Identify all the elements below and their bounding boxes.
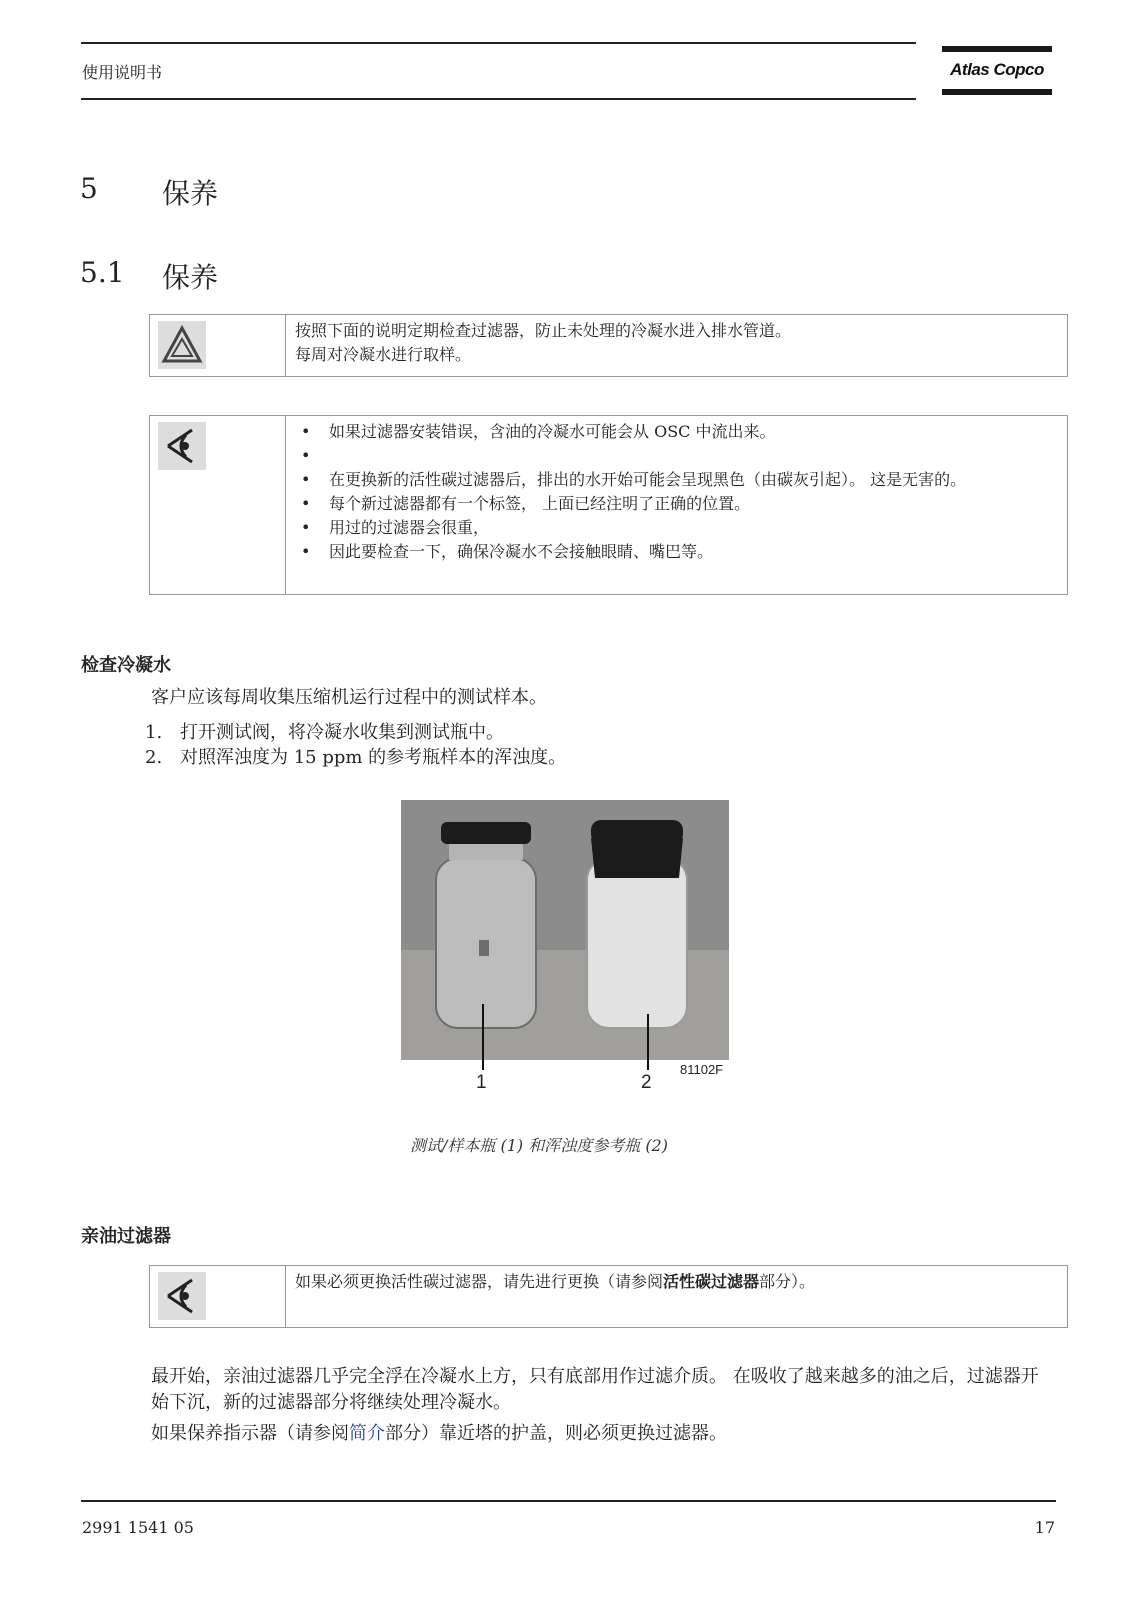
figure-label-1: 1 <box>476 1072 487 1093</box>
header-title: 使用说明书 <box>82 63 163 82</box>
eye-notice <box>149 415 1068 595</box>
brand-logo <box>942 46 1052 98</box>
warning-line-1: 按照下面的说明定期检查过滤器，防止未处理的冷凝水进入排水管道。 <box>295 321 792 340</box>
note-item: • 每个新过滤器都有一个标签， 上面已经注明了正确的位置。 <box>295 492 1057 516</box>
note-item: • 用过的过滤器会很重， <box>295 516 1057 540</box>
eye-icon <box>158 422 206 470</box>
check-condensate-heading: 检查冷凝水 <box>81 655 171 676</box>
step-2-text: 对照浑浊度为 15 ppm 的参考瓶样本的浑浊度。 <box>180 747 567 768</box>
note-item: • 在更换新的活性碳过滤器后，排出的水开始可能会呈现黑色（由碳灰引起）。 这是无害的。 <box>295 468 1057 492</box>
oleophilic-paragraph-2 <box>151 1421 1056 1447</box>
footer-doc-number: 2991 1541 05 <box>82 1518 194 1537</box>
step-1-number: 1. <box>145 722 163 743</box>
filter-note-text: 如果必须更换活性碳过滤器，请先进行更换（请参阅 <box>295 1272 664 1291</box>
figure-code: 81102F <box>680 1062 724 1077</box>
bottle-1-leader <box>482 1004 484 1070</box>
intro-link[interactable]: 简介 <box>349 1423 385 1444</box>
eye-icon <box>158 1272 206 1320</box>
sample-bottles-photo <box>401 800 729 1060</box>
oleophilic-filter-heading: 亲油过滤器 <box>81 1226 171 1247</box>
carbon-filter-ref: 活性碳过滤器 <box>663 1272 760 1291</box>
footer-rule <box>81 1500 1056 1502</box>
section-5-title: 保养 <box>162 177 219 210</box>
note-item: • 如果过滤器安装错误，含油的冷凝水可能会从 OSC 中流出来。 <box>295 420 1057 444</box>
brand-logo-text: Atlas Copco <box>950 60 1044 79</box>
figure-label-2: 2 <box>641 1072 652 1093</box>
check-intro: 客户应该每周收集压缩机运行过程中的测试样本。 <box>151 687 547 708</box>
section-5-1-number: 5.1 <box>80 256 125 289</box>
para2-before: 如果保养指示器（请参阅 <box>151 1423 349 1444</box>
warning-line-2: 每周对冷凝水进行取样。 <box>295 345 472 364</box>
section-5-number: 5 <box>80 172 98 205</box>
note-item: • 因此要检查一下，确保冷凝水不会接触眼睛、嘴巴等。 <box>295 540 1057 564</box>
header-top-rule <box>81 42 916 44</box>
step-1-text: 打开测试阀，将冷凝水收集到测试瓶中。 <box>180 722 504 743</box>
warning-triangle-icon <box>158 321 206 369</box>
figure-caption: 测试/样本瓶 (1) 和浑浊度参考瓶 (2) <box>410 1136 668 1155</box>
step-2-number: 2. <box>145 747 163 768</box>
filter-note-tail: 部分）。 <box>759 1272 816 1291</box>
header-bottom-rule <box>81 98 916 100</box>
filter-notice <box>149 1265 1068 1328</box>
footer-page-number: 17 <box>1034 1518 1055 1537</box>
warning-notice <box>149 314 1068 377</box>
section-5-1-title: 保养 <box>162 261 219 294</box>
bottle-2-leader <box>647 1014 649 1070</box>
para2-after: 部分）靠近塔的护盖，则必须更换过滤器。 <box>385 1423 727 1444</box>
note-item <box>295 444 1057 468</box>
oleophilic-paragraph-1: 最开始，亲油过滤器几乎完全浮在冷凝水上方，只有底部用作过滤介质。 在吸收了越来越多的油之后，过滤器开始下沉，新的过滤器部分将继续处理冷凝水。 <box>151 1366 1039 1413</box>
